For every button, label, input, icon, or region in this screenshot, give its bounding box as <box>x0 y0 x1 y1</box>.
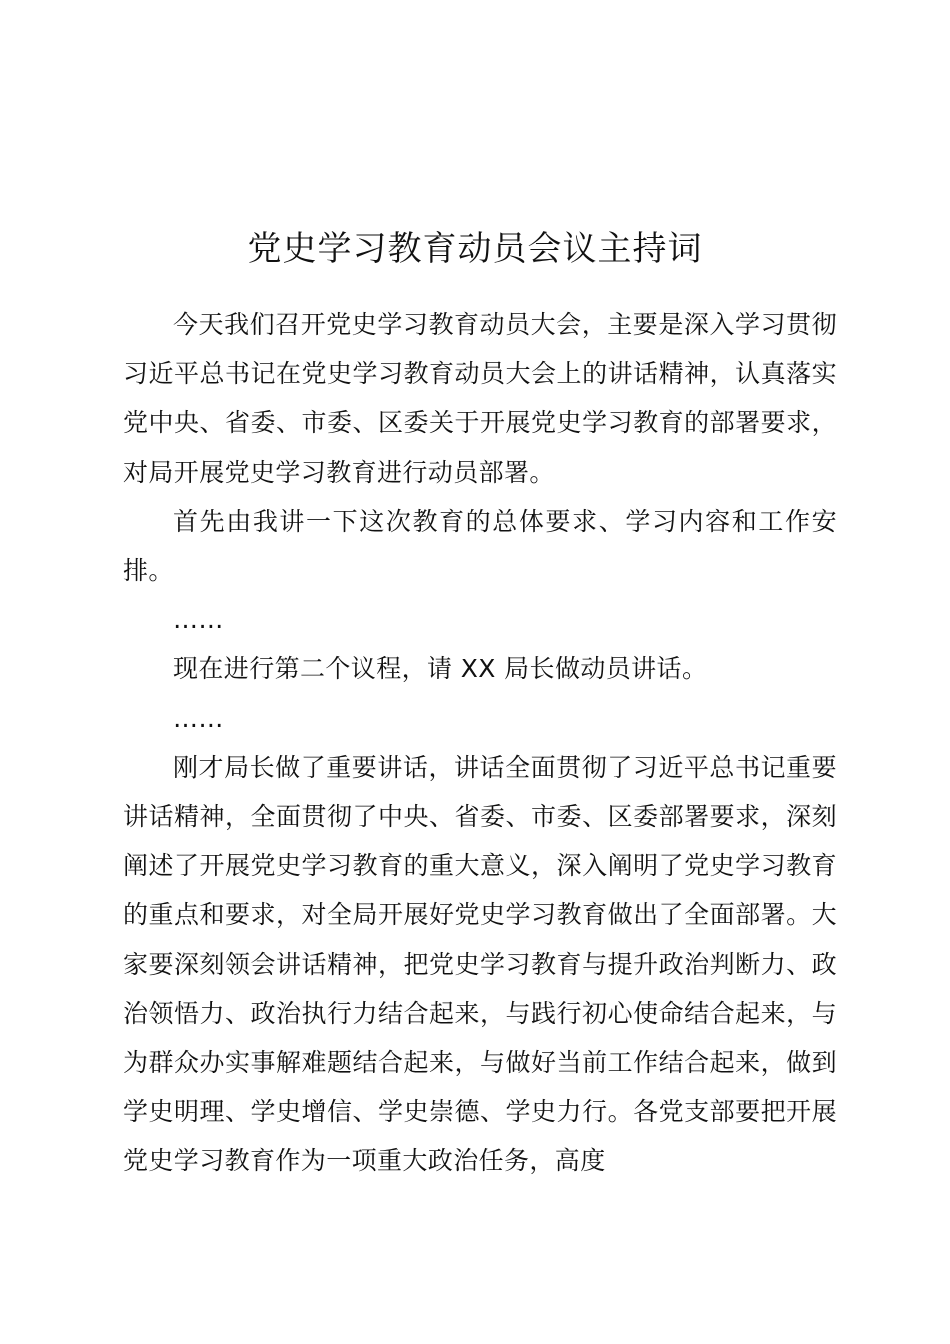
paragraph-ellipsis-2: …… <box>173 703 224 733</box>
paragraph-summary: 刚才局长做了重要讲话，讲话全面贯彻了习近平总书记重要讲话精神，全面贯彻了中央、省委、市委、区委部署要求，深刻阐述了开展党史学习教育的重大意义，深入阐明了党史学习教育的重点和要求，对全局开展好党史学习教育做出了全面部署。大家要深刻领会讲话精神，把党史学习教育与提升政治判断力、政治领悟力、政治执行力结合起来，与践行初心使命结合起来，与为群众办实事解难题结合起来，与做好当前工作结合起来，做到学史明理、学史增信、学史崇德、学史力行。各党支部要把开展党史学习教育作为一项重大政治任务，高度 <box>123 752 837 1176</box>
paragraph-agenda-two: 现在进行第二个议程，请 XX 局长做动员讲话。 <box>173 654 708 684</box>
paragraph-agenda-one: 首先由我讲一下这次教育的总体要求、学习内容和工作安排。 <box>123 506 837 586</box>
paragraph-opening: 今天我们召开党史学习教育动员大会，主要是深入学习贯彻习近平总书记在党史学习教育动员大会上的讲话精神，认真落实党中央、省委、市委、区委关于开展党史学习教育的部署要求，对局开展党史学习教育进行动员部署。 <box>123 310 837 487</box>
document-title: 党史学习教育动员会议主持词 <box>247 229 703 269</box>
document-body <box>123 300 837 1186</box>
paragraph-ellipsis-1: …… <box>173 605 224 635</box>
